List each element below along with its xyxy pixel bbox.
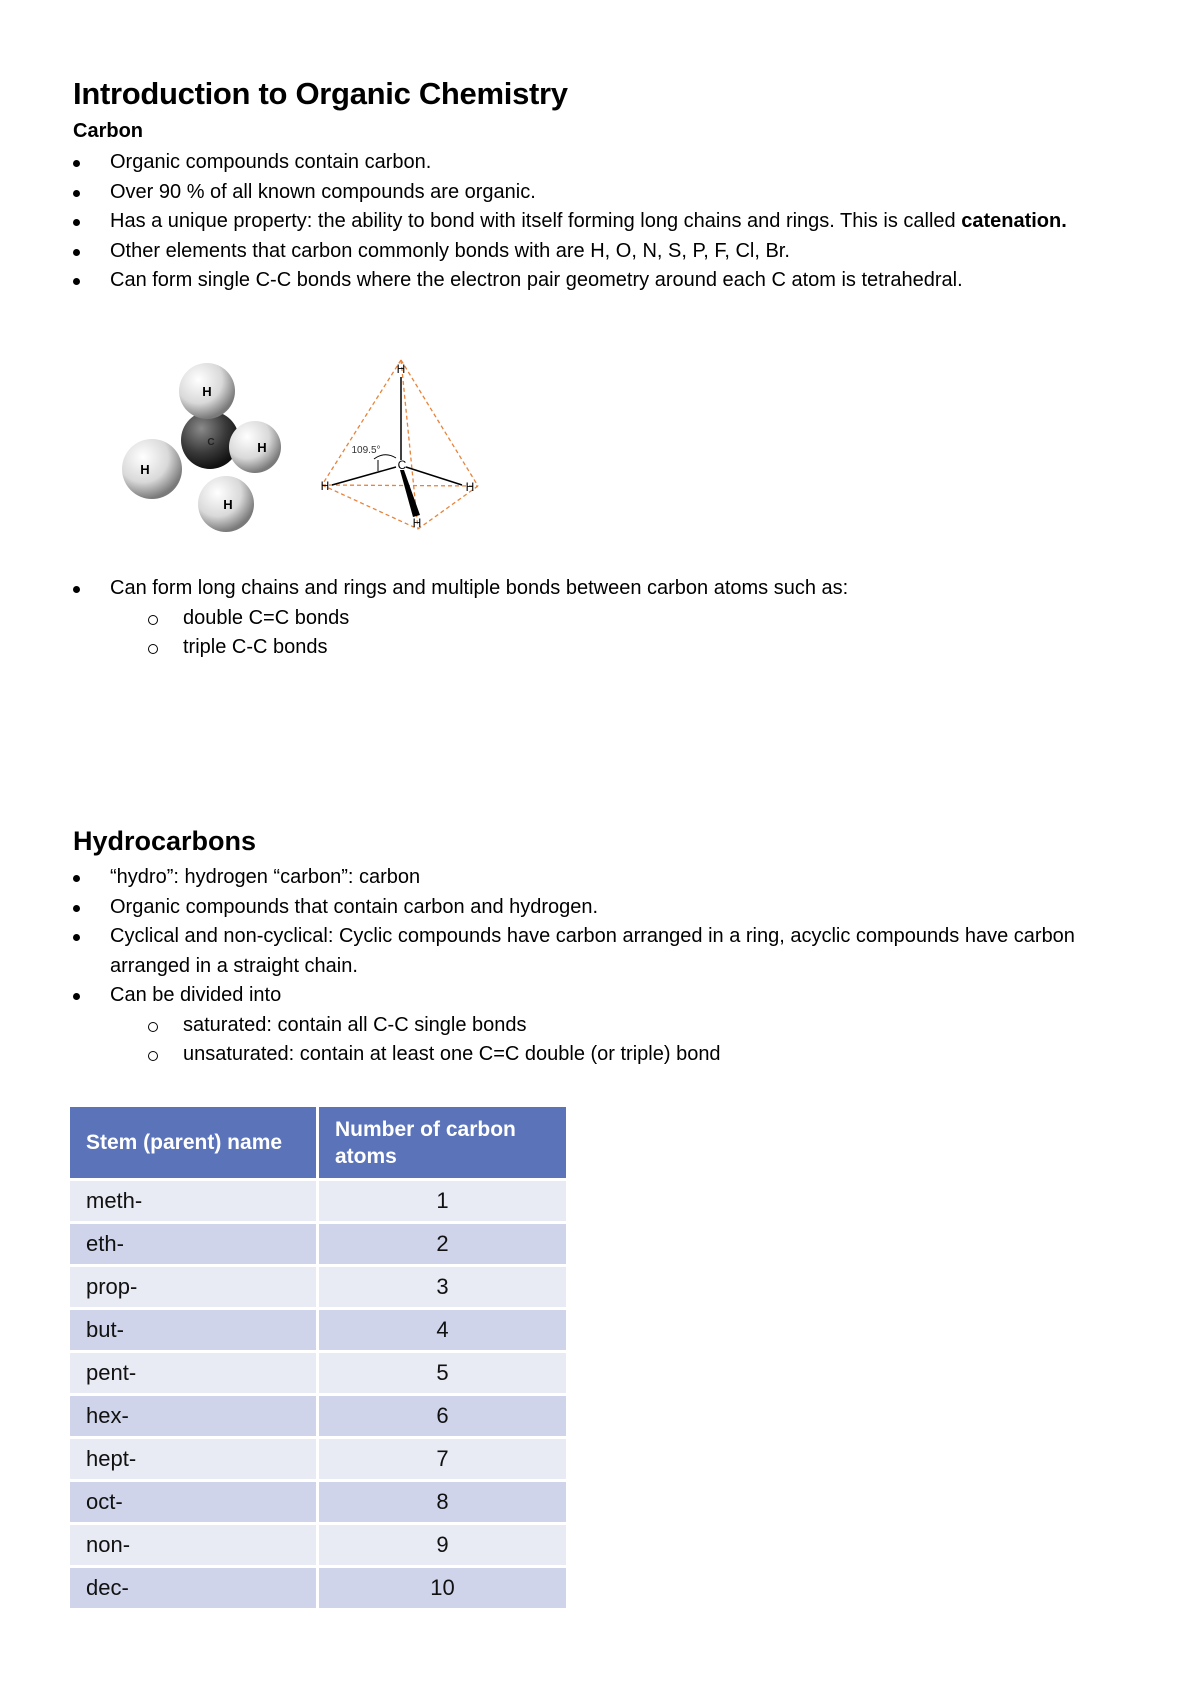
tetra-label-top: H (396, 362, 406, 376)
list-item: saturated: contain all C-C single bonds (0, 1011, 1083, 1041)
list-item: Can form single C-C bonds where the electron pair geometry around each C atom is tetrahedral. (0, 266, 1100, 296)
list-item: Can be divided into saturated: contain all C-C single bonds unsaturated: contain at least one C=C double (or triple) bond (0, 981, 1100, 1070)
table-header-row (70, 1107, 566, 1178)
bullet-dot-icon (73, 934, 80, 941)
table-row (70, 1350, 566, 1393)
list-item: Cyclical and non-cyclical: Cyclic compounds have carbon arranged in a ring, acyclic compounds have carbon arranged in a straight chain. (0, 922, 1100, 981)
table-row (70, 1479, 566, 1522)
carbon-count-cell: 6 (316, 1393, 566, 1436)
stem-name-cell: non- (70, 1522, 316, 1565)
hydrogen-atom-right (229, 421, 281, 473)
bond-types-list (0, 574, 1100, 663)
list-item: Has a unique property: the ability to bond with itself forming long chains and rings. This is called catenation. (0, 207, 1100, 237)
stem-name-cell: meth- (70, 1178, 316, 1221)
bullet-dot-icon (73, 249, 80, 256)
column-header-stem: Stem (parent) name (70, 1107, 316, 1178)
bullet-dot-icon (73, 586, 80, 593)
ball-label-left: H (140, 462, 150, 477)
bullet-dot-icon (73, 190, 80, 197)
stem-name-cell: hept- (70, 1436, 316, 1479)
table-row (70, 1307, 566, 1350)
list-item: Other elements that carbon commonly bonds with are H, O, N, S, P, F, Cl, Br. (0, 237, 1100, 267)
list-item: “hydro”: hydrogen “carbon”: carbon (0, 863, 1100, 893)
carbon-count-cell: 5 (316, 1350, 566, 1393)
hydrocarbon-bullet-list (0, 863, 1100, 1070)
bullet-circle-icon (148, 1051, 158, 1061)
hydrocarbons-heading: Hydrocarbons (73, 826, 257, 856)
list-item: triple C-C bonds (0, 633, 1083, 663)
carbon-count-cell: 4 (316, 1307, 566, 1350)
bullet-circle-icon (148, 615, 158, 625)
table-row (70, 1264, 566, 1307)
bullet-dot-icon (73, 993, 80, 1000)
page-title: Introduction to Organic Chemistry (73, 76, 568, 111)
bullet-dot-icon (73, 875, 80, 882)
ball-label-top: H (202, 384, 212, 399)
ball-label-right: H (257, 440, 267, 455)
methane-figure (110, 355, 490, 535)
carbon-count-cell: 2 (316, 1221, 566, 1264)
tetra-label-left: H (320, 479, 330, 493)
table-row (70, 1522, 566, 1565)
stem-name-cell: eth- (70, 1221, 316, 1264)
bullet-circle-icon (148, 1022, 158, 1032)
ball-label-center: C (207, 437, 215, 448)
stem-name-cell: dec- (70, 1565, 316, 1608)
table-row (70, 1221, 566, 1264)
carbon-heading: Carbon (73, 120, 143, 142)
ball-label-bottom: H (223, 497, 233, 512)
stem-name-cell: oct- (70, 1479, 316, 1522)
list-item: unsaturated: contain at least one C=C double (or triple) bond (0, 1040, 1083, 1070)
bond-types-sublist (0, 604, 1100, 663)
bullet-circle-icon (148, 644, 158, 654)
stem-name-cell: pent- (70, 1350, 316, 1393)
hydrogen-atom-left (122, 439, 182, 499)
bullet-dot-icon (73, 905, 80, 912)
hydrocarbon-sublist (0, 1011, 1100, 1070)
table-row (70, 1393, 566, 1436)
stem-name-table (70, 1107, 566, 1608)
table-row (70, 1565, 566, 1608)
stem-name-cell: but- (70, 1307, 316, 1350)
list-item: Organic compounds contain carbon. (0, 148, 1100, 178)
list-item: Organic compounds that contain carbon and hydrogen. (0, 893, 1100, 923)
stem-name-cell: prop- (70, 1264, 316, 1307)
carbon-count-cell: 1 (316, 1178, 566, 1221)
bond-angle-label: 109.5° (351, 445, 381, 456)
tetra-label-right: H (465, 480, 475, 494)
tetra-label-bottom: H (412, 516, 422, 530)
list-item: Can form long chains and rings and multiple bonds between carbon atoms such as: double C=C bonds triple C-C bonds (0, 574, 1100, 663)
table-row (70, 1178, 566, 1221)
carbon-count-cell: 7 (316, 1436, 566, 1479)
carbon-count-cell: 9 (316, 1522, 566, 1565)
catenation-term: catenation. (961, 210, 1067, 232)
carbon-bullet-list (0, 148, 1100, 296)
column-header-carbon-count: Number of carbon atoms (316, 1107, 566, 1178)
stem-name-cell: hex- (70, 1393, 316, 1436)
carbon-count-cell: 10 (316, 1565, 566, 1608)
table-row (70, 1436, 566, 1479)
tetra-label-center: C (397, 458, 407, 472)
bullet-dot-icon (73, 219, 80, 226)
carbon-count-cell: 8 (316, 1479, 566, 1522)
list-item: Over 90 % of all known compounds are organic. (0, 178, 1100, 208)
tetrahedral-diagram (321, 360, 478, 530)
bullet-dot-icon (73, 278, 80, 285)
carbon-count-cell: 3 (316, 1264, 566, 1307)
bullet-dot-icon (73, 160, 80, 167)
ball-and-stick-model (122, 363, 281, 532)
list-item: double C=C bonds (0, 604, 1083, 634)
